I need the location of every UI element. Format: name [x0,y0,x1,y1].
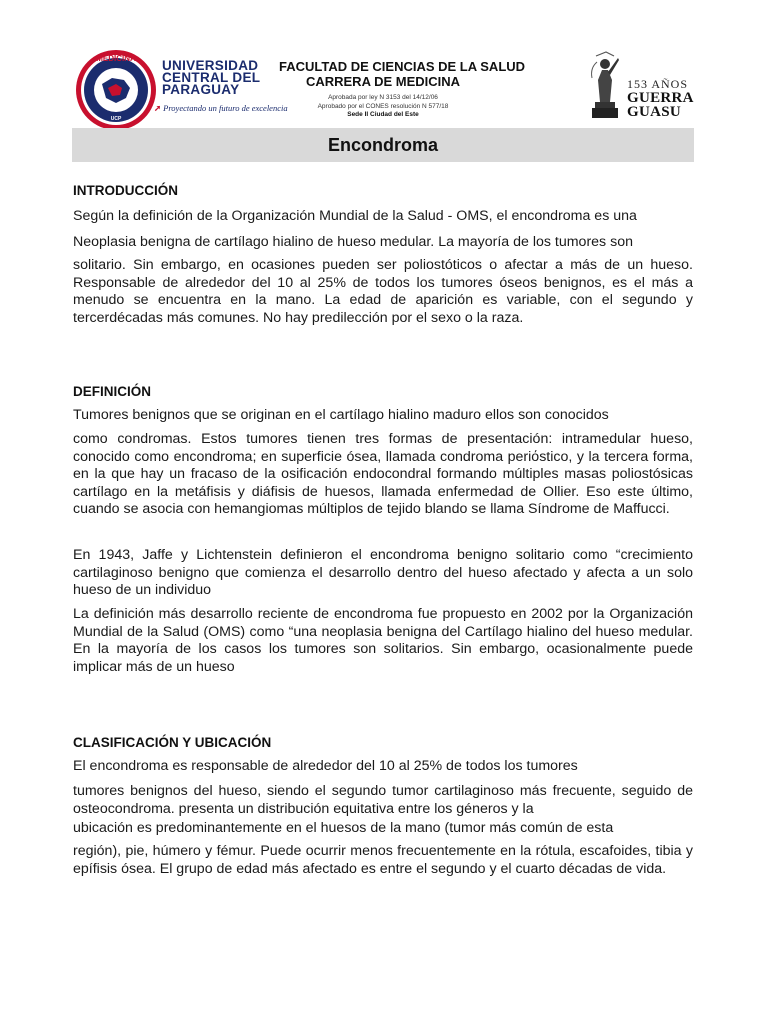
definition-line-1: Tumores benignos que se originan en el cartílago hialino maduro ellos son conocidos [73,407,609,423]
faculty-block [279,59,526,120]
seal-acronym: UCP [110,116,122,122]
university-slogan [154,103,288,114]
anniversary-years: 153 AÑOS [627,77,689,91]
section-heading-intro: INTRODUCCIÓN [73,183,178,198]
definition-paragraph-1: como condromas. Estos tumores tienen tres formas de presentación: intramedular hueso, conocido como encondroma; en superficie ósea, llamada condroma periόstico, y la tercera forma, en la que hay un fracaso de la osificación endocondral formando múltiples masas poliostósicas cartílago en la metáfisis y diáfisis de huesos, llamada enfermedad de Ollier. Eso este último, cuando se asocia con hemangiomas múltiplos de tejido blando se llama Síndrome de Maffucci. [73,431,693,517]
definition-paragraph-3: La definición más desarrollo reciente de encondroma fue propuesto en 2002 por la Organización Mundial de la Salud (OMS) como “una neoplasia benigna del Cartílago hialino del hueso medular. En la mayoría de los casos los tumores son solitarios. Sin embargo, ocasionalmente puede implicar más de un hueso [73,606,693,675]
faculty-name: FACULTAD DE CIENCIAS DE LA SALUD [279,59,526,74]
section-heading-classification: CLASIFICACIÓN Y UBICACIÓN [73,735,272,750]
classification-line-1: El encondroma es responsable de alrededor del 10 al 25% de todos los tumores [73,758,578,774]
classification-line-2: ubicación es predominantemente en el huesos de la mano (tumor más común de esta [73,820,614,836]
section-heading-definition: DEFINICIÓN [73,384,152,399]
anniversary-guerra: GUERRA [627,90,694,106]
campus: Sede II Ciudad del Este [347,111,419,118]
intro-paragraph: solitario. Sin embargo, en ocasiones pueden ser poliostóticos o afectar a más de un hueso. Responsable de alrededor del 10 al 25% de todos los tumores óseos benignos, es el más a menudo se encuentra en la mano. La edad de aparición es variable, con el segundo y tercerdécadas más comunes. No hay predilección por el sexo o la raza. [73,257,693,326]
career-name: CARRERA DE MEDICINA [305,73,461,89]
anniversary-guasu: GUASU [627,104,682,120]
slogan-arrow-icon: ➚ [154,103,162,113]
intro-line-2: Neoplasia benigna de cartílago hialino de hueso medular. La mayoría de los tumores son [73,234,633,250]
university-name-line2: CENTRAL DEL [162,70,261,85]
approval-law: Aprobada por ley N 3153 del 14/12/06 [328,94,438,101]
intro-line-1: Según la definición de la Organización Mundial de la Salud - OMS, el encondroma es una [73,208,637,224]
letterhead [74,44,696,130]
statue-emblem-icon [588,50,622,120]
classification-paragraph-2: región), pie, húmero y fémur. Puede ocurrir menos frecuentemente en la rótula, escafoides, tibia y epífisis ósea. El grupo de edad más afectado es entre el segundo y el cuarto décadas de vida. [73,843,693,877]
seal-text-top: MEDICINA [96,54,136,63]
classification-paragraph-1: tumores benignos del hueso, siendo el segundo tumor cartilaginoso más frecuente, seguido de osteocondroma. presenta un distribución equitativa entre los géneros y la [73,783,693,817]
university-seal-logo [74,48,158,132]
university-name-line1: UNIVERSIDAD [162,58,259,73]
slogan-text: Proyectando un futuro de excelencia [163,103,288,113]
document-title: Encondroma [72,128,694,162]
definition-paragraph-2: En 1943, Jaffe y Lichtenstein definieron el encondroma benigno solitario como “crecimiento cartilaginoso benigno que comienza el desarrollo dentro del hueso afectado y afecta a un solo hueso de un individuo [73,547,693,598]
approval-cones: Aprobado por el CONES resolución N 577/18 [317,102,449,110]
anniversary-badge [627,78,697,119]
university-name [162,60,260,96]
university-name-line3: PARAGUAY [162,82,240,97]
